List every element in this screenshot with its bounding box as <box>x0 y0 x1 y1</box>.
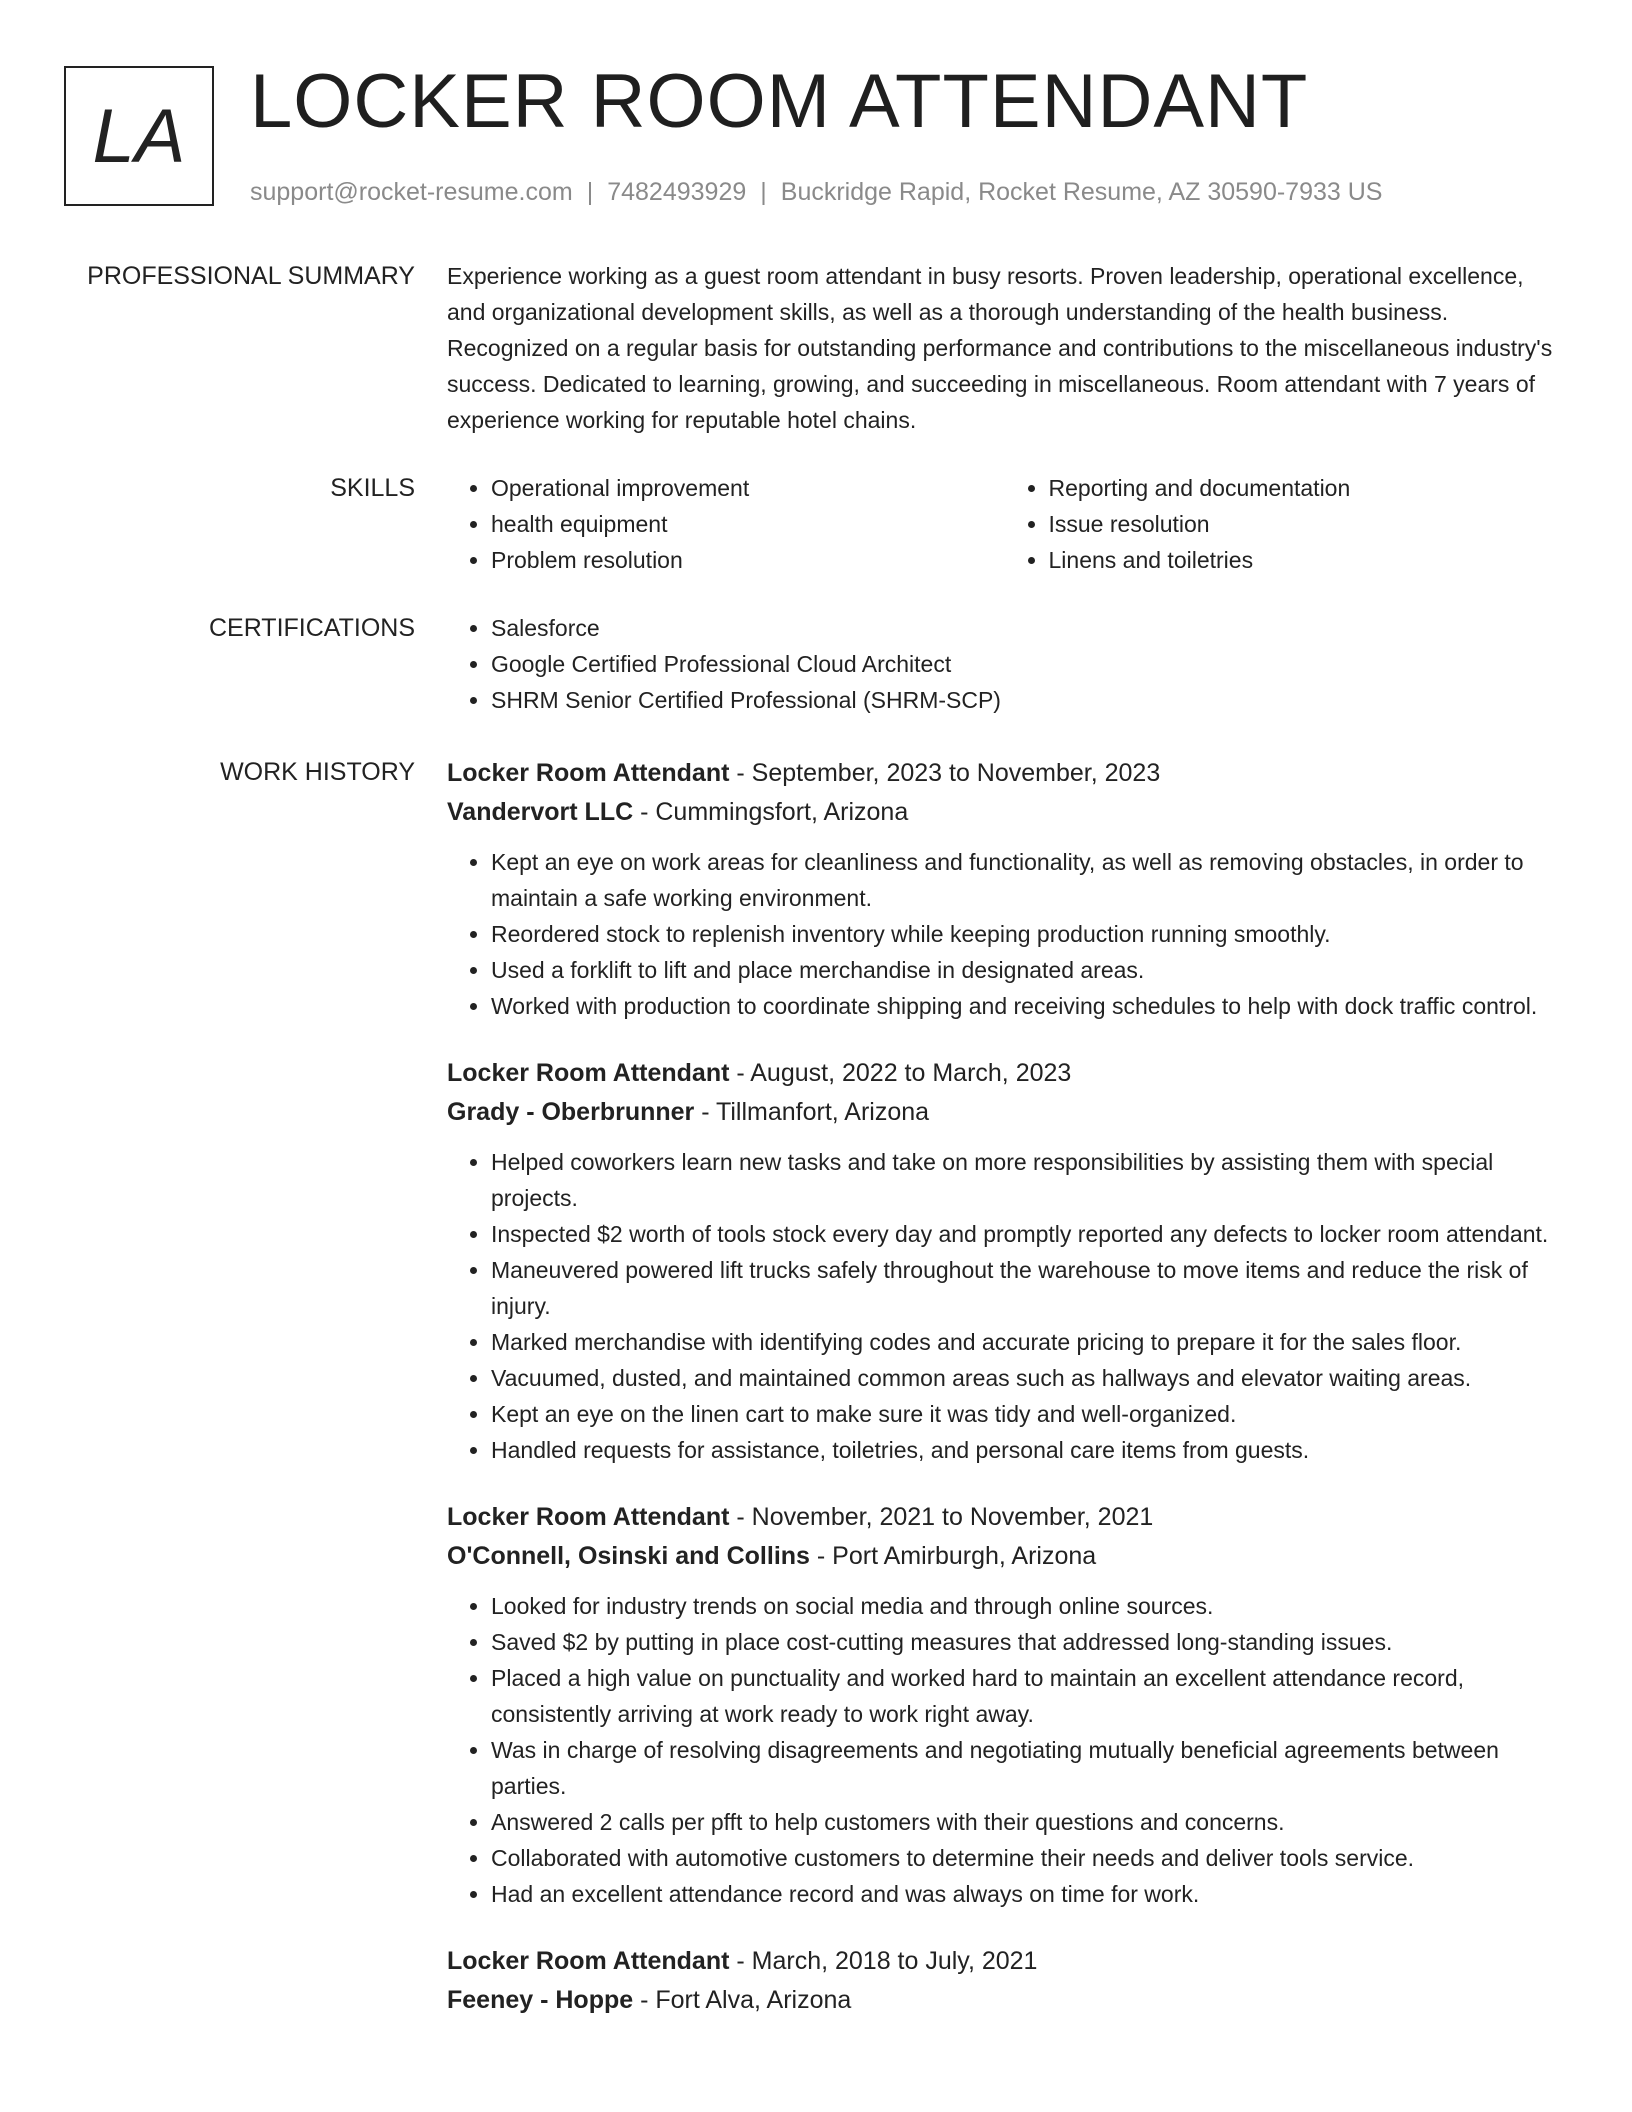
job-bullet: • Handled requests for assistance, toiletries, and personal care items from guests. <box>491 1432 1562 1468</box>
job-employer <box>447 792 1562 832</box>
job-bullet: • Maneuvered powered lift trucks safely throughout the warehouse to move items and reduce the risk of injury. <box>491 1252 1562 1324</box>
address: Buckridge Rapid, Rocket Resume, AZ 30590-7933 US <box>780 178 1383 206</box>
job-bullet: • Helped coworkers learn new tasks and take on more responsibilities by assisting them with special projects. <box>491 1144 1562 1216</box>
company-name: Feeney - Hoppe <box>447 1986 634 2014</box>
company-name: O'Connell, Osinski and Collins <box>447 1542 810 1570</box>
separator: | <box>586 178 594 206</box>
skill-item: • Operational improvement <box>491 470 1005 506</box>
separator: | <box>760 178 767 206</box>
job-title: Locker Room Attendant <box>447 1059 730 1087</box>
certifications-list <box>447 610 1562 718</box>
job-bullet: • Inspected $2 worth of tools stock every day and promptly reported any defects to locker room attendant. <box>491 1216 1562 1252</box>
page-title: LOCKER ROOM ATTENDANT <box>250 59 1309 144</box>
job-bullet: • Was in charge of resolving disagreements and negotiating mutually beneficial agreements between parties. <box>491 1732 1562 1804</box>
job-bullet: • Saved $2 by putting in place cost-cutting measures that addressed long-standing issues. <box>491 1624 1562 1660</box>
company-name: Vandervort LLC <box>447 798 634 826</box>
job-bullets <box>447 1588 1562 1912</box>
job-bullet: • Reordered stock to replenish inventory while keeping production running smoothly. <box>491 916 1562 952</box>
job-bullet: • Used a forklift to lift and place merchandise in designated areas. <box>491 952 1562 988</box>
job-location: - Port Amirburgh, Arizona <box>809 1542 1097 1570</box>
job-entry <box>447 1942 1562 2020</box>
job-employer <box>447 1980 1562 2020</box>
section-heading: WORK HISTORY <box>220 758 415 786</box>
job-bullet: • Kept an eye on the linen cart to make sure it was tidy and well-organized. <box>491 1396 1562 1432</box>
phone-number: 7482493929 <box>607 178 747 206</box>
skill-item: • Reporting and documentation <box>1049 470 1563 506</box>
skill-item: • Issue resolution <box>1049 506 1563 542</box>
job-bullet: • Kept an eye on work areas for cleanliness and functionality, as well as removing obstacles, in order to maintain a safe working environment. <box>491 844 1562 916</box>
company-name: Grady - Oberbrunner <box>447 1098 695 1126</box>
section-heading: SKILLS <box>330 474 415 502</box>
certification-item: • Google Certified Professional Cloud Architect <box>491 646 1562 682</box>
skill-item: • Problem resolution <box>491 542 1005 578</box>
certification-item: • SHRM Senior Certified Professional (SHRM-SCP) <box>491 682 1562 718</box>
job-heading <box>447 1942 1562 1980</box>
job-location: - Cummingsfort, Arizona <box>633 798 909 826</box>
job-dates: - September, 2023 to November, 2023 <box>729 759 1161 787</box>
certification-item: • Salesforce <box>491 610 1562 646</box>
job-title: Locker Room Attendant <box>447 1503 730 1531</box>
skill-item: • Linens and toiletries <box>1049 542 1563 578</box>
job-location: - Fort Alva, Arizona <box>633 1986 852 2014</box>
job-title: Locker Room Attendant <box>447 1947 730 1975</box>
job-bullet: • Marked merchandise with identifying codes and accurate pricing to prepare it for the sales floor. <box>491 1324 1562 1360</box>
job-heading <box>447 1498 1562 1536</box>
job-dates: - November, 2021 to November, 2021 <box>729 1503 1154 1531</box>
job-entry <box>447 1054 1562 1468</box>
job-list <box>447 754 1562 2050</box>
job-bullet: • Worked with production to coordinate shipping and receiving schedules to help with dock traffic control. <box>491 988 1562 1024</box>
job-title: Locker Room Attendant <box>447 759 730 787</box>
skills-list-left <box>447 470 1005 578</box>
job-entry <box>447 1498 1562 1912</box>
job-dates: - March, 2018 to July, 2021 <box>729 1947 1038 1975</box>
job-employer <box>447 1536 1562 1576</box>
job-heading <box>447 754 1562 792</box>
section-heading: PROFESSIONAL SUMMARY <box>87 262 415 290</box>
job-location: - Tillmanfort, Arizona <box>694 1098 930 1126</box>
skill-item: • health equipment <box>491 506 1005 542</box>
job-bullet: • Looked for industry trends on social media and through online sources. <box>491 1588 1562 1624</box>
job-employer <box>447 1092 1562 1132</box>
email-link[interactable]: support@rocket-resume.com <box>250 178 573 206</box>
summary-text: Experience working as a guest room attendant in busy resorts. Proven leadership, operational excellence, and organizational development skills, as well as a thorough understanding of the health business. Recognized on a regular basis for outstanding performance and contributions to the miscellaneous industry's success. Dedicated to learning, growing, and succeeding in miscellaneous. Room attendant with 7 years of experience working for reputable hotel chains. <box>447 263 1553 433</box>
job-bullet: • Placed a high value on punctuality and worked hard to maintain an excellent attendance record, consistently arriving at work ready to work right away. <box>491 1660 1562 1732</box>
monogram-logo: LA <box>64 66 214 206</box>
job-bullets <box>447 1144 1562 1468</box>
job-bullet: • Collaborated with automotive customers to determine their needs and deliver tools service. <box>491 1840 1562 1876</box>
job-heading <box>447 1054 1562 1092</box>
job-bullet: • Answered 2 calls per pfft to help customers with their questions and concerns. <box>491 1804 1562 1840</box>
skills-list-right <box>1005 470 1563 578</box>
job-bullet: • Had an excellent attendance record and was always on time for work. <box>491 1876 1562 1912</box>
section-heading: CERTIFICATIONS <box>208 614 415 642</box>
job-dates: - August, 2022 to March, 2023 <box>729 1059 1072 1087</box>
contact-line <box>250 172 1382 212</box>
job-bullet: • Vacuumed, dusted, and maintained common areas such as hallways and elevator waiting areas. <box>491 1360 1562 1396</box>
job-bullets <box>447 844 1562 1024</box>
job-entry <box>447 754 1562 1024</box>
